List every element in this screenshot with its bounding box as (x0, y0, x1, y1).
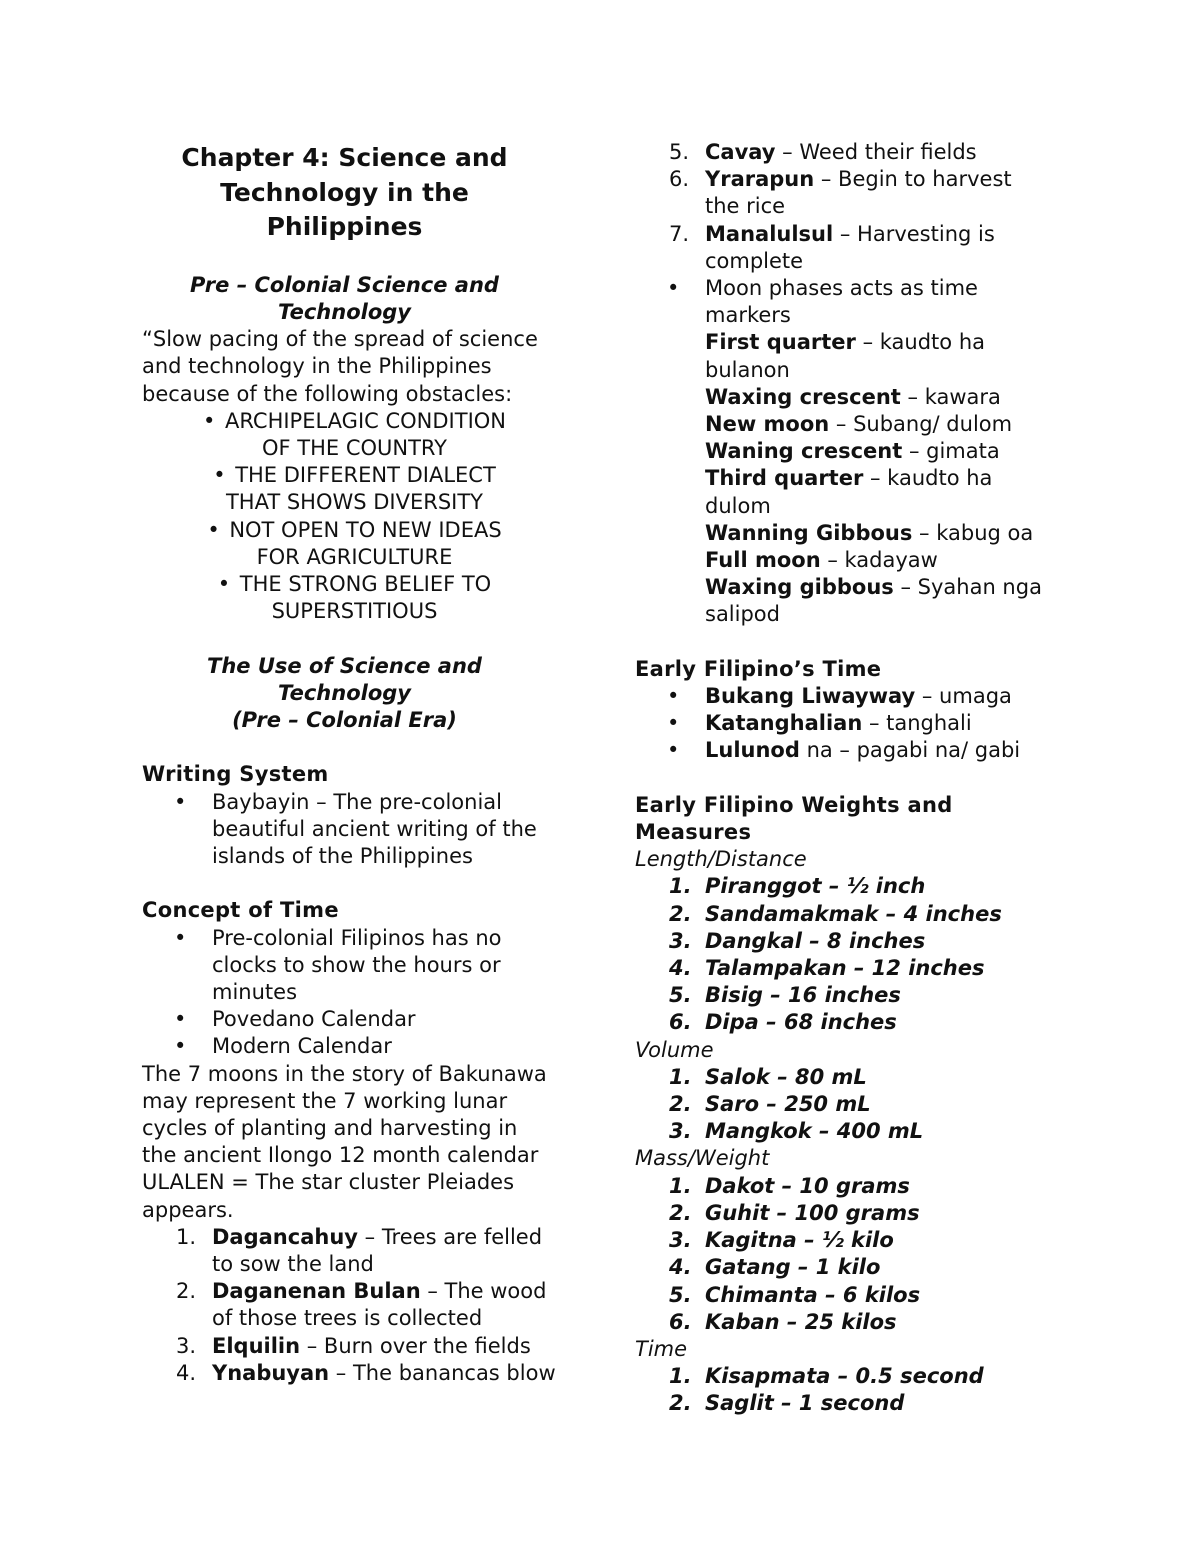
obstacles-list (142, 408, 567, 626)
measure-text: Salok – 80 mL (705, 1064, 867, 1089)
measure-text: Guhit – 100 grams (705, 1200, 920, 1225)
phase-entry (635, 438, 1065, 465)
paragraph-line: because of the following obstacles: (142, 381, 513, 406)
list-number: 5. (669, 1282, 692, 1307)
paragraph-line: ULALEN = The star cluster Pleiades (142, 1170, 515, 1195)
page-title (142, 141, 567, 245)
phase-term: Third quarter (705, 466, 864, 491)
list-item (669, 1118, 1065, 1145)
list-item (142, 408, 567, 462)
moon-desc: – The wood (420, 1279, 547, 1304)
bullet-icon: • (667, 711, 680, 736)
measure-text: Kaban – 25 kilos (705, 1309, 897, 1334)
bullet-icon: • (213, 463, 226, 488)
moon-desc: – Trees are felled (357, 1224, 543, 1249)
phase-term: Wanning Gibbous (705, 520, 913, 545)
list-item (142, 571, 567, 625)
list-number: 5. (669, 140, 690, 164)
measure-text: Dipa – 68 inches (705, 1010, 897, 1035)
list-number: 5. (669, 983, 692, 1008)
list-item (669, 139, 1065, 166)
measure-text: Gatang – 1 kilo (705, 1255, 881, 1280)
phase-desc: – Syahan nga (893, 575, 1042, 600)
measure-text: Bisig – 16 inches (705, 983, 901, 1008)
moon-term: Daganenan Bulan (212, 1279, 421, 1304)
measure-text: Dangkal – 8 inches (705, 928, 926, 953)
list-number: 7. (669, 221, 690, 246)
list-number: 2. (176, 1279, 197, 1304)
list-item (669, 166, 1065, 220)
volume-list (635, 1064, 1065, 1146)
list-item-text: markers (705, 303, 791, 328)
list-number: 1. (669, 1364, 692, 1389)
moons-list-part2 (635, 139, 1065, 275)
mass-list (635, 1173, 1065, 1336)
list-number: 4. (669, 1255, 692, 1280)
moon-phases-list (635, 275, 1065, 329)
moon-desc: of those trees is collected (212, 1306, 483, 1331)
list-item-text: OF THE COUNTRY (261, 435, 448, 460)
list-item-text: Baybayin – The pre-colonial (212, 789, 502, 814)
list-item (669, 1091, 1065, 1118)
phase-desc: – kaudto ha (863, 466, 993, 491)
list-item (669, 901, 1065, 928)
measure-text: Dakot – 10 grams (705, 1173, 910, 1198)
concept-of-time-heading: Concept of Time (142, 898, 339, 923)
measure-text: Saglit – 1 second (705, 1391, 905, 1416)
length-list (635, 873, 1065, 1036)
list-item (669, 873, 1065, 900)
list-item (669, 1200, 1065, 1227)
moon-desc: – Begin to harvest (814, 167, 1012, 192)
writing-system-list (142, 789, 567, 871)
paragraph-line: may represent the 7 working lunar (142, 1088, 508, 1113)
phase-desc: dulom (705, 493, 771, 518)
intro-paragraph (142, 326, 567, 408)
filipino-time-heading: Early Filipino’s Time (635, 656, 882, 681)
bullet-icon: • (203, 408, 216, 433)
list-number: 2. (669, 901, 692, 926)
measure-text: Mangkok – 400 mL (705, 1119, 924, 1144)
heading-line: The Use of Science and (207, 653, 482, 678)
measure-text: Saro – 250 mL (705, 1092, 871, 1117)
list-item-text: clocks to show the hours or (212, 952, 501, 977)
phase-term: Waning crescent (705, 439, 903, 464)
measure-text: Sandamakmak – 4 inches (705, 901, 1002, 926)
list-item (669, 928, 1065, 955)
list-item (174, 925, 567, 1007)
phase-entry (635, 574, 1065, 601)
list-number: 3. (669, 928, 692, 953)
time-desc: na – pagabi na/ gabi (799, 738, 1021, 763)
list-number: 4. (669, 956, 692, 981)
measure-text: Chimanta – 6 kilos (705, 1282, 921, 1307)
list-item-text: THE STRONG BELIEF TO (239, 571, 492, 596)
list-number: 1. (669, 1173, 692, 1198)
phase-entry (635, 465, 1065, 492)
concept-of-time-list (142, 925, 567, 1061)
moon-phase-entries (635, 329, 1065, 628)
moon-desc: complete (705, 248, 804, 273)
list-item (669, 1254, 1065, 1281)
phase-desc: – kabug oa (912, 520, 1034, 545)
list-item (669, 955, 1065, 982)
heading-line: (Pre – Colonial Era) (232, 707, 457, 732)
list-item (667, 710, 1065, 737)
list-item (669, 1282, 1065, 1309)
list-item (669, 221, 1065, 275)
precolonial-heading (142, 272, 567, 326)
bullet-icon: • (174, 1007, 187, 1032)
list-item-text: ARCHIPELAGIC CONDITION (225, 408, 506, 433)
list-item (174, 789, 567, 871)
paragraph-line: the ancient Ilongo 12 month calendar (142, 1143, 539, 1168)
paragraph-line: and technology in the Philippines (142, 354, 492, 379)
list-item-text: THAT SHOWS DIVERSITY (225, 490, 484, 515)
time-desc: – umaga (915, 684, 1012, 709)
mass-heading: Mass/Weight (635, 1146, 770, 1171)
list-item (176, 1333, 567, 1360)
heading-line: Technology (278, 299, 411, 324)
phase-term: First quarter (705, 330, 856, 355)
time-term: Bukang Liwayway (705, 684, 916, 709)
measure-text: Talampakan – 12 inches (705, 956, 985, 981)
time-term: Lulunod (705, 738, 800, 763)
phase-term: Full moon (705, 548, 821, 573)
list-item (669, 1309, 1065, 1336)
phase-term: Waxing crescent (705, 384, 901, 409)
bullet-icon: • (217, 571, 231, 596)
list-item-text: FOR AGRICULTURE (256, 544, 453, 569)
list-item-text: Pre-colonial Filipinos has no (212, 925, 502, 950)
phase-desc: – gimata (902, 439, 1000, 464)
phase-desc: – Subang/ dulom (829, 412, 1013, 437)
moon-desc: – The banancas blow (329, 1360, 556, 1385)
list-item-text: SUPERSTITIOUS (271, 599, 438, 624)
list-item (669, 1173, 1065, 1200)
moon-term: Ynabuyan (212, 1360, 330, 1385)
moon-desc: – Harvesting is (833, 221, 995, 246)
moon-term: Yrarapun (705, 167, 815, 192)
phase-desc: bulanon (705, 357, 790, 382)
list-number: 2. (669, 1200, 692, 1225)
list-item-text: islands of the Philippines (212, 843, 473, 868)
list-item (667, 683, 1065, 710)
paragraph-line: “Slow pacing of the spread of science (142, 327, 538, 352)
phase-desc: salipod (705, 602, 780, 627)
bullet-icon: • (207, 517, 220, 542)
phase-term: New moon (705, 412, 830, 437)
moon-term: Manalulsul (705, 221, 834, 246)
phase-entry (635, 411, 1065, 438)
list-number: 2. (669, 1391, 692, 1416)
list-item-text: Modern Calendar (212, 1034, 392, 1059)
phase-entry (635, 520, 1065, 547)
bullet-icon: • (667, 738, 680, 763)
length-heading: Length/Distance (635, 847, 807, 872)
bullet-icon: • (667, 276, 680, 301)
list-item (176, 1278, 567, 1332)
weights-heading (635, 792, 1065, 846)
list-number: 1. (669, 1064, 692, 1089)
moon-desc: the rice (705, 194, 786, 219)
phase-desc: – kadayaw (820, 548, 938, 573)
paragraph-line: The 7 moons in the story of Bakunawa (142, 1061, 547, 1086)
list-number: 6. (669, 167, 690, 192)
list-item-text: beautiful ancient writing of the (212, 816, 537, 841)
moon-term: Elquilin (212, 1333, 301, 1358)
list-item (667, 275, 1065, 329)
heading-line: Early Filipino Weights and (635, 792, 953, 817)
list-item (174, 1006, 567, 1033)
title-line: Technology in the (220, 177, 469, 207)
use-of-science-heading (142, 653, 567, 735)
measure-text: Kagitna – ½ kilo (705, 1228, 894, 1253)
time-measure-heading: Time (635, 1336, 688, 1361)
bakunawa-paragraph (142, 1061, 567, 1224)
phase-entry (635, 384, 1065, 411)
moon-desc: to sow the land (212, 1251, 374, 1276)
bullet-icon: • (174, 1034, 187, 1059)
list-number: 3. (176, 1333, 197, 1358)
bullet-icon: • (174, 925, 187, 950)
moon-desc: – Weed their fields (775, 140, 977, 164)
phase-desc: – kawara (900, 384, 1001, 409)
list-number: 3. (669, 1119, 692, 1144)
title-line: Chapter 4: Science and (181, 143, 508, 172)
phase-desc: – kaudto ha (855, 330, 985, 355)
list-item (669, 1363, 1065, 1390)
list-number: 2. (669, 1092, 692, 1117)
time-desc: – tanghali (862, 711, 972, 736)
phase-entry (635, 547, 1065, 574)
right-column (635, 139, 1065, 1418)
list-number: 1. (669, 874, 692, 899)
list-number: 6. (669, 1309, 692, 1334)
time-term: Katanghalian (705, 711, 863, 736)
moon-desc: – Burn over the fields (300, 1333, 531, 1358)
list-item (669, 1009, 1065, 1036)
volume-heading: Volume (635, 1037, 714, 1062)
heading-line: Pre – Colonial Science and (190, 272, 499, 297)
list-item-text: minutes (212, 979, 298, 1004)
list-item (142, 517, 567, 571)
list-item (669, 982, 1065, 1009)
paragraph-line: appears. (142, 1197, 234, 1222)
left-column (142, 139, 567, 1387)
list-item-text: THE DIFFERENT DIALECT (235, 463, 496, 488)
list-item (176, 1224, 567, 1278)
list-item (142, 462, 567, 516)
time-measure-list (635, 1363, 1065, 1417)
list-number: 4. (176, 1360, 197, 1385)
title-line: Philippines (266, 212, 423, 241)
measure-text: Piranggot – ½ inch (705, 874, 926, 899)
bullet-icon: • (667, 684, 680, 709)
list-number: 1. (176, 1224, 197, 1249)
list-item-text: NOT OPEN TO NEW IDEAS (229, 517, 502, 542)
moon-term: Dagancahuy (212, 1224, 358, 1249)
moon-term: Cavay (705, 140, 776, 164)
list-item (669, 1390, 1065, 1417)
list-item (174, 1033, 567, 1060)
list-item (669, 1227, 1065, 1254)
list-item-text: Moon phases acts as time (705, 276, 978, 301)
phase-entry (635, 329, 1065, 356)
paragraph-line: cycles of planting and harvesting in (142, 1115, 518, 1140)
list-number: 3. (669, 1228, 692, 1253)
heading-line: Measures (635, 820, 752, 845)
list-item (667, 737, 1065, 764)
moons-list-part1 (142, 1224, 567, 1387)
phase-term: Waxing gibbous (705, 575, 894, 600)
filipino-time-list (635, 683, 1065, 765)
list-item (669, 1064, 1065, 1091)
list-number: 6. (669, 1010, 692, 1035)
heading-line: Technology (278, 680, 411, 705)
list-item (176, 1360, 567, 1387)
measure-text: Kisapmata – 0.5 second (705, 1364, 984, 1389)
bullet-icon: • (174, 789, 187, 814)
list-item-text: Povedano Calendar (212, 1007, 416, 1032)
writing-system-heading: Writing System (142, 762, 329, 787)
